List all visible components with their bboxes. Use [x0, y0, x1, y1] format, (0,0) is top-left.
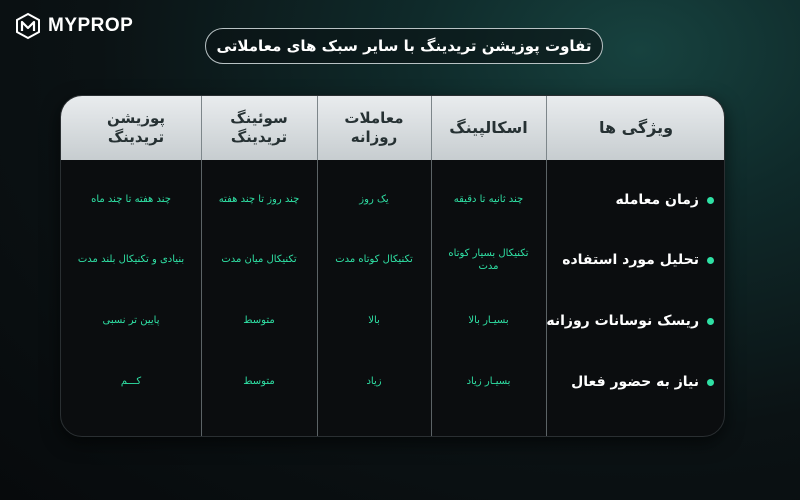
table-cell: زیاد [366, 376, 382, 388]
bullet-dot-icon [707, 318, 714, 325]
bullet-dot-icon [707, 197, 714, 204]
bullet-dot-icon [707, 379, 714, 386]
column-divider [201, 160, 202, 436]
column-divider [317, 160, 318, 436]
table-cell: تکنیکال بسیار کوتاه مدت [448, 247, 529, 272]
header-features: ویژگی ها [598, 118, 674, 137]
header-divider [201, 96, 202, 160]
brand-name: MYPROP [48, 15, 134, 36]
table-cell: پایین تر نسبی [102, 315, 160, 327]
bullet-dot-icon [707, 257, 714, 264]
table-cell: یک روز [359, 194, 389, 206]
column-divider [431, 160, 432, 436]
feature-row-label [539, 188, 714, 212]
feature-row-label [539, 370, 714, 394]
header-divider [317, 96, 318, 160]
table-cell: بالا [368, 315, 380, 327]
table-cell: متوسط [243, 315, 275, 327]
feature-row-label [539, 248, 714, 272]
page-title: تفاوت پوزیشن تریدینگ با سایر سبک های معاملاتی [205, 28, 603, 64]
table-cell: چند ثانیه تا دقیقه [453, 194, 524, 206]
header-scalping: اسکالپینگ [449, 118, 528, 137]
feature-row-label [539, 309, 714, 333]
feature-label: زمان معامله [615, 192, 699, 208]
feature-label: نیاز به حضور فعال [571, 374, 699, 390]
myprop-logo-icon [14, 12, 42, 40]
feature-label: ریسک نوسانات روزانه [546, 313, 699, 329]
header-position-trading: پوزیشن تریدینگ [106, 109, 166, 146]
table-cell: بسیـار بالا [468, 315, 509, 327]
table-cell: تکنیکال میان مدت [221, 254, 297, 266]
header-swing-trading: سوئینگ تریدینگ [230, 109, 288, 146]
table-cell: بنیادی و تکنیکال بلند مدت [77, 254, 185, 266]
header-day-trading: معاملات روزانه [344, 109, 404, 146]
comparison-table [60, 95, 725, 437]
table-cell: بسیـار زیاد [466, 376, 511, 388]
brand-logo [14, 12, 133, 40]
table-cell: چند روز تا چند هفته [218, 194, 300, 206]
table-cell: چند هفته تا چند ماه [91, 194, 171, 206]
table-cell: کـــم [120, 376, 142, 388]
feature-label: تحلیل مورد استفاده [562, 252, 699, 268]
table-cell: تکنیکال کوتاه مدت [335, 254, 413, 266]
table-cell: متوسط [243, 376, 275, 388]
